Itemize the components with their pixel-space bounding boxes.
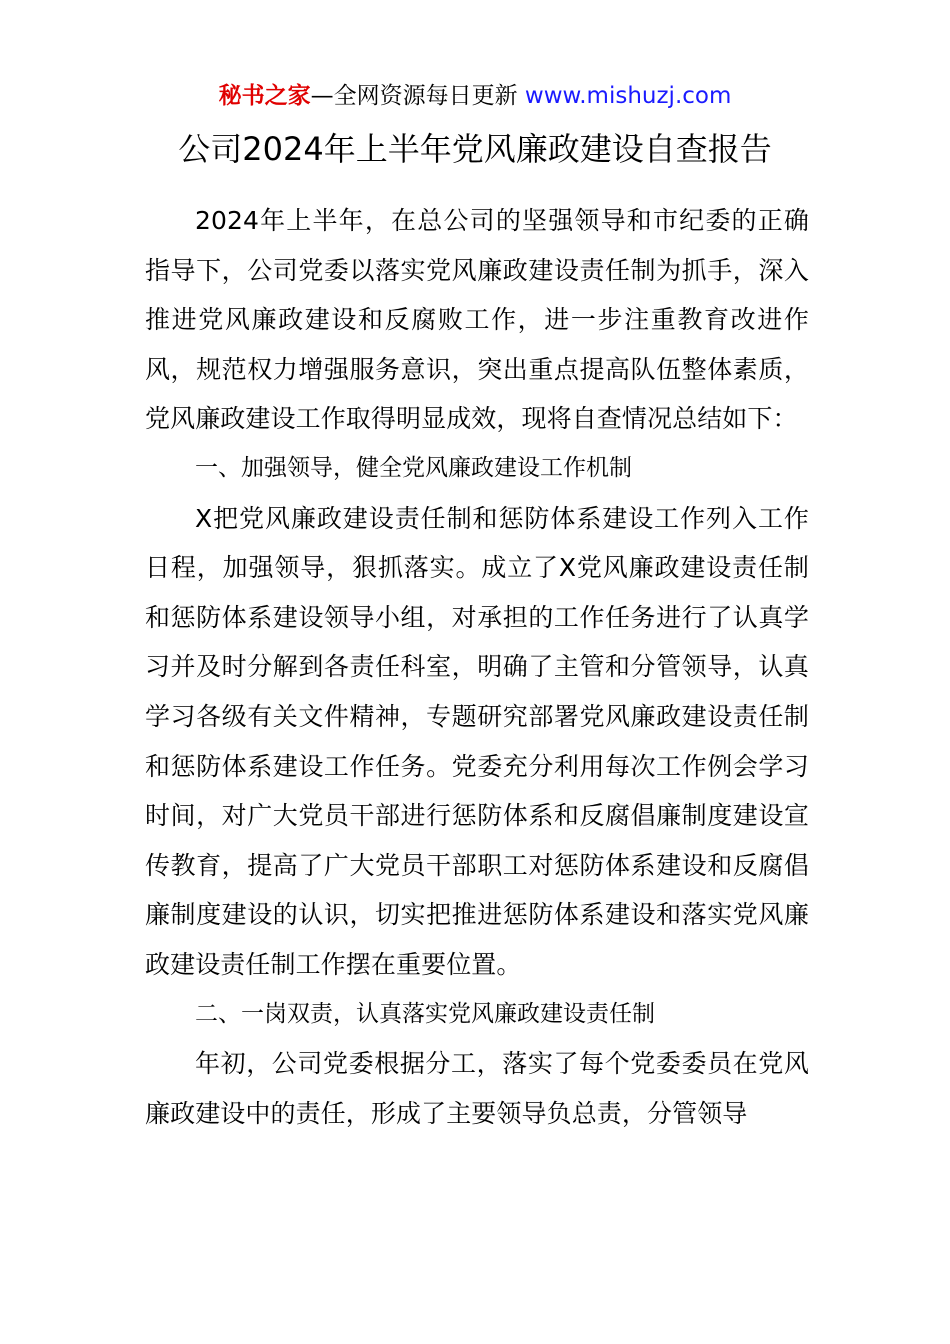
intro-paragraph: 2024年上半年，在总公司的坚强领导和市纪委的正确指导下，公司党委以落实党风廉政建设责任制为抓手，深入推进党风廉政建设和反腐败工作，进一步注重教育改进作风，规范权力增强服务意识，突出重点提高队伍整体素质，党风廉政建设工作取得明显成效，现将自查情况总结如下：	[145, 206, 809, 434]
section-1-heading: 一、加强领导，健全党风廉政建设工作机制	[195, 454, 632, 481]
site-url-link[interactable]: www.mishuzj.com	[524, 83, 732, 109]
section-2-heading: 二、一岗双责，认真落实党风廉政建设责任制	[195, 1000, 655, 1027]
section-1-paragraph: X把党风廉政建设责任制和惩防体系建设工作列入工作日程，加强领导，狠抓落实。成立了X党风廉政建设责任制和惩防体系建设领导小组，对承担的工作任务进行了认真学习并及时分解到各责任科室，明确了主管和分管领导，认真学习各级有关文件精神，专题研究部署党风廉政建设责任制和惩防体系建设工作任务。党委充分利用每次工作例会学习时间，对广大党员干部进行惩防体系和反腐倡廉制度建设宣传教育，提高了广大党员干部职工对惩防体系建设和反腐倡廉制度建设的认识，切实把推进惩防体系建设和落实党风廉政建设责任制工作摆在重要位置。	[145, 503, 809, 979]
document-body	[145, 196, 809, 1138]
document-title: 公司2024年上半年党风廉政建设自查报告	[178, 130, 772, 168]
site-tagline: —全网资源每日更新	[310, 83, 525, 109]
section-2-paragraph: 年初，公司党委根据分工，落实了每个党委委员在党风廉政建设中的责任，形成了主要领导负总责，分管领导	[145, 1049, 809, 1128]
site-header	[0, 80, 950, 112]
site-brand: 秘书之家	[218, 83, 311, 109]
